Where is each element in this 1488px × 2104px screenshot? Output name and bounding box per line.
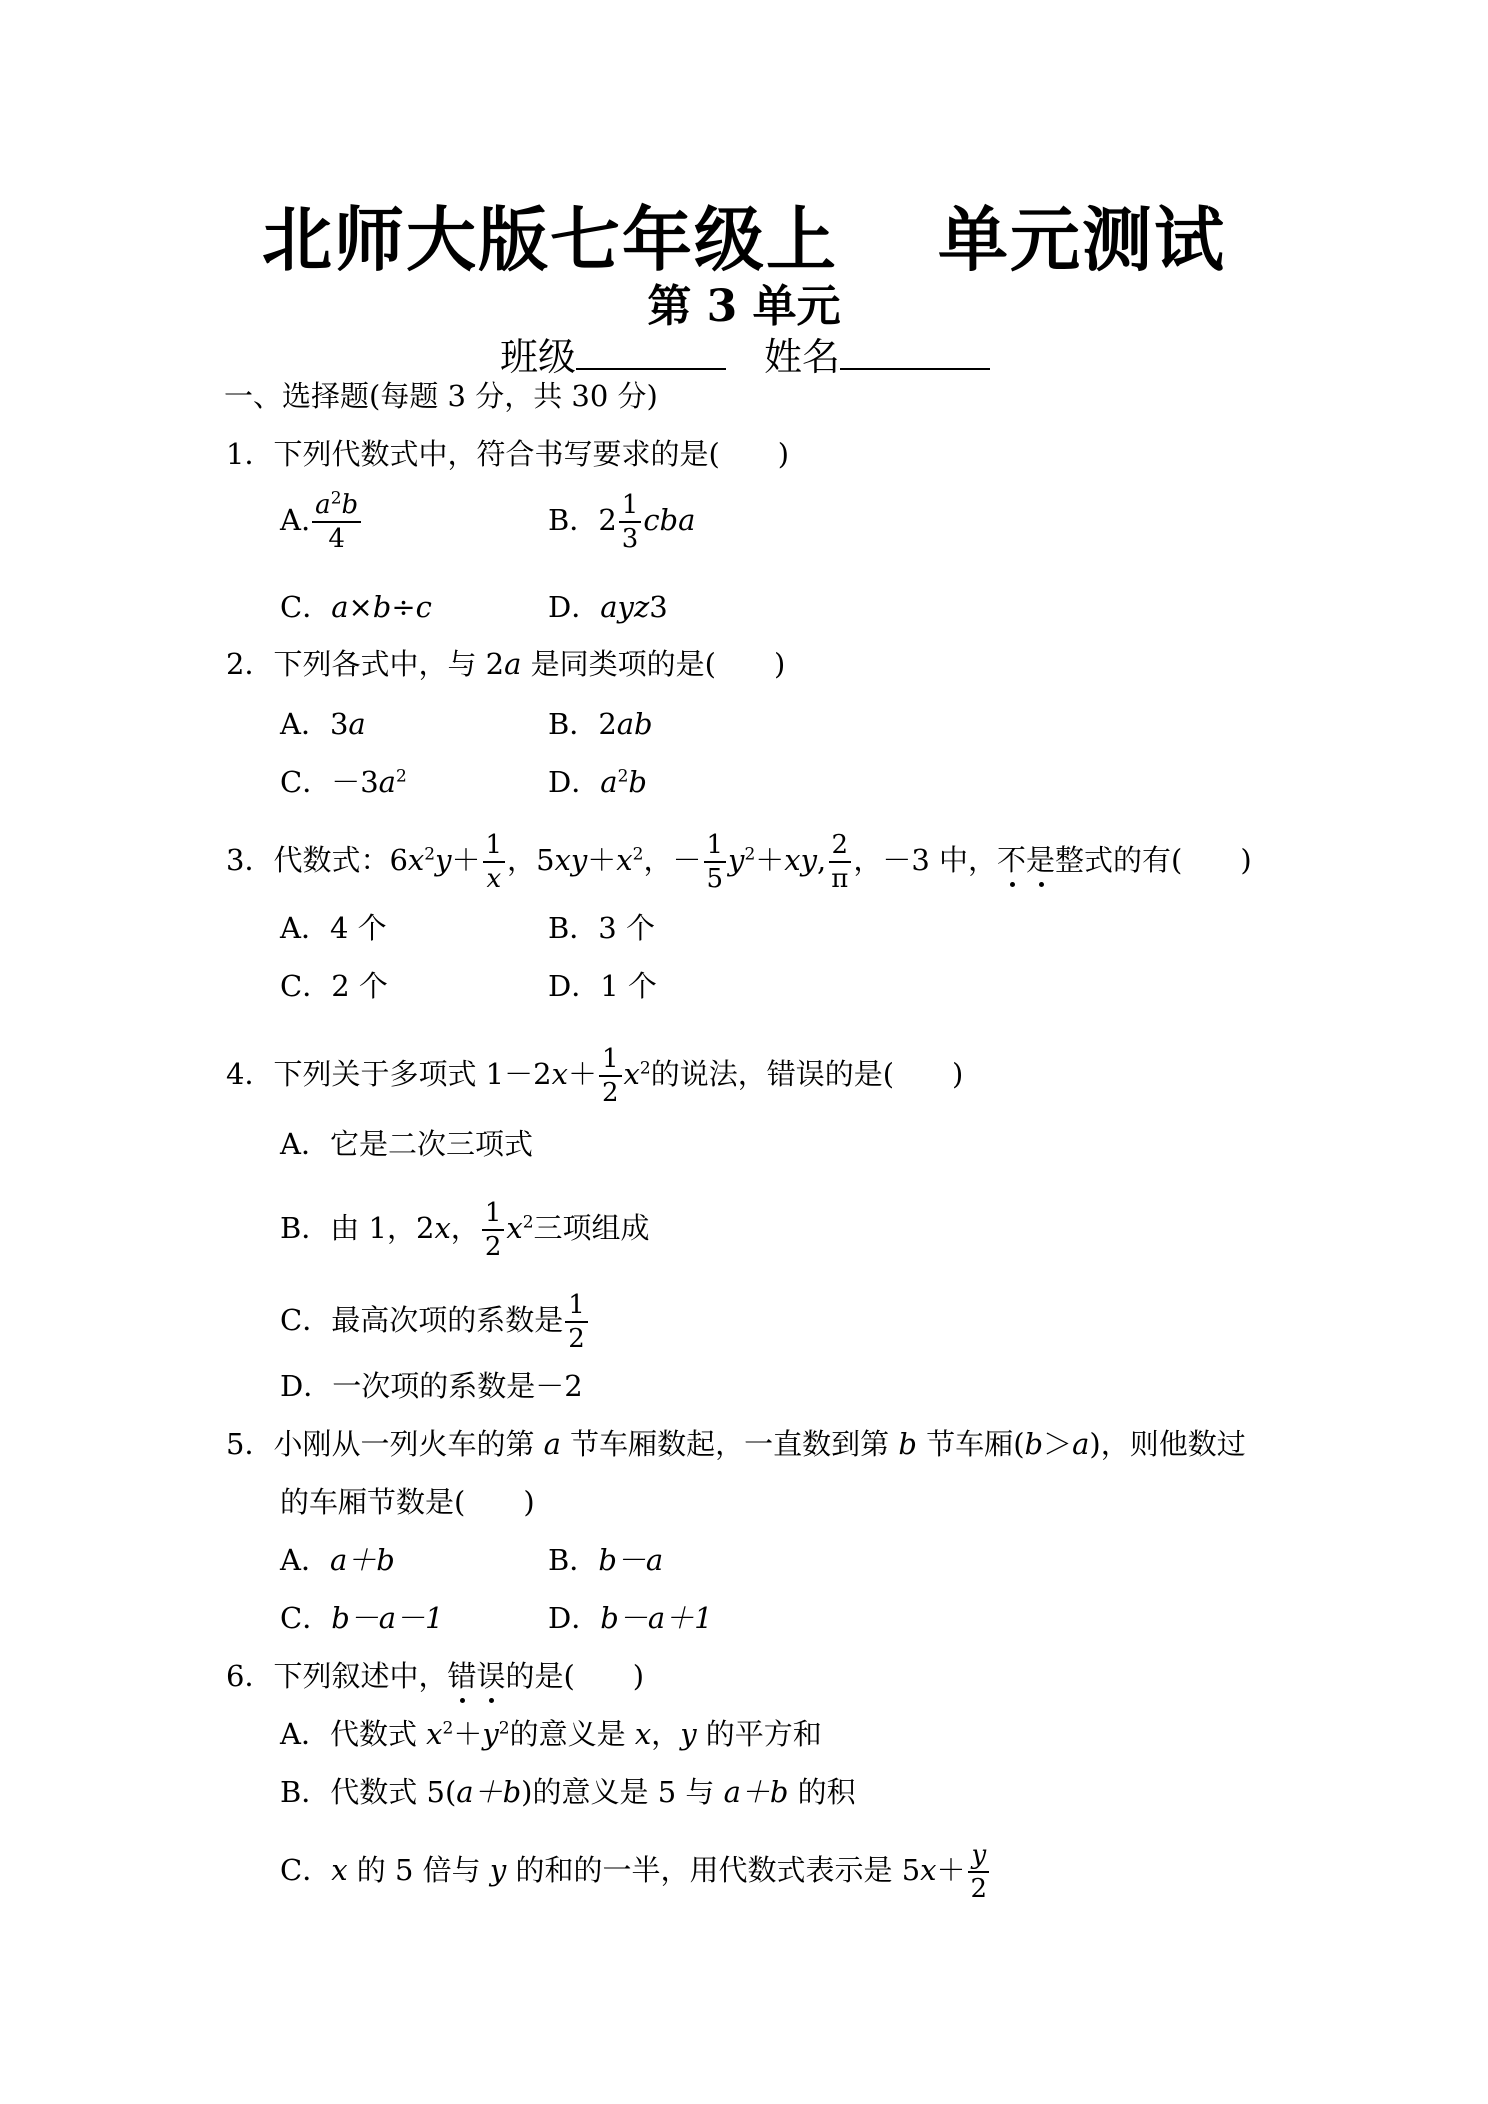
- q4-option-c-fraction: $\frac{1}{2}$: [565, 1292, 588, 1352]
- q1-option-b: B．2 $\frac{1}{3}$ cba: [548, 490, 696, 554]
- q3-fraction-2-over-pi: $\frac{2}{\pi}$: [828, 832, 851, 892]
- emphasis-dot-char: 不: [997, 843, 1027, 877]
- q2-option-c: C．$-3a^2$: [280, 765, 407, 799]
- q4-option-c: C．最高次项的系数是 $\frac{1}{2}$: [280, 1292, 590, 1352]
- question-6-stem: 6．下列叙述中，错误的是( ): [226, 1659, 645, 1693]
- q1-option-b-fraction: $\frac{1}{3}$: [619, 492, 642, 552]
- q4-fraction-half: $\frac{1}{2}$: [599, 1046, 622, 1106]
- q2-option-a: A．3a: [280, 707, 366, 741]
- question-3-stem: 3．代数式：$6x^2y+$ $\frac{1}{x}$ ，$5xy+x^2$，－ $\frac{1}{5}$ $y^2+xy$, $\frac{2}{\pi}$ ，－3 中，不是整式的有( ): [226, 830, 1252, 894]
- name-label: 姓名: [764, 335, 841, 379]
- q5-option-c: C．b－a－1: [280, 1601, 444, 1635]
- title-left: 北师大版七年级上: [262, 199, 838, 281]
- q4-option-b-fraction: $\frac{1}{2}$: [482, 1200, 505, 1260]
- q6-option-b: B．代数式 5(a＋b)的意义是 5 与 a＋b 的积: [280, 1775, 856, 1809]
- q3-fraction-1-over-5: $\frac{1}{5}$: [704, 832, 727, 892]
- q5-option-b: B．b－a: [548, 1543, 664, 1577]
- student-info-line: [500, 326, 990, 381]
- q3-option-b: B．3 个: [548, 911, 655, 945]
- q6-option-a: A．代数式 $x^2+y^2$的意义是 x，y 的平方和: [280, 1717, 822, 1751]
- question-4-stem: 4．下列关于多项式 1－2x＋ $\frac{1}{2}$ $x^2$的说法，错误的是( ): [226, 1044, 964, 1108]
- name-blank: [840, 334, 990, 370]
- q1-option-a-fraction: $\frac{a^2b}{4}$: [312, 492, 361, 552]
- class-blank: [576, 334, 726, 370]
- q3-fraction-1-over-x: $\frac{1}{x}$: [483, 832, 506, 892]
- q2-option-d: D．$a^2b$: [548, 765, 647, 799]
- q3-option-a: A．4 个: [280, 911, 387, 945]
- q1-option-d: D．ayz3: [548, 590, 668, 624]
- q4-option-a: A．它是二次三项式: [280, 1127, 533, 1161]
- emphasis-dot-char: 误: [476, 1659, 506, 1693]
- q5-option-a: A．a＋b: [280, 1543, 395, 1577]
- class-label: 班级: [500, 335, 577, 379]
- q3-option-d: D．1 个: [548, 969, 657, 1003]
- q1-option-c: C．a×b÷c: [280, 590, 432, 624]
- q4-option-d: D．一次项的系数是－2: [280, 1369, 583, 1403]
- q3-option-c: C．2 个: [280, 969, 388, 1003]
- section-heading: 一、选择题(每题 3 分，共 30 分): [224, 379, 658, 413]
- q5-option-d: D．b－a＋1: [548, 1601, 713, 1635]
- q2-option-b: B．2ab: [548, 707, 653, 741]
- q4-option-b: B．由 1，2x， $\frac{1}{2}$ $x^2$三项组成: [280, 1198, 650, 1262]
- unit-heading: 第 3 单元: [647, 281, 841, 332]
- question-5-stem-line1: 5．小刚从一列火车的第 a 节车厢数起，一直数到第 b 节车厢(b＞a)，则他数过: [226, 1427, 1246, 1461]
- question-2-stem: 2．下列各式中，与 2a 是同类项的是( ): [226, 647, 786, 681]
- question-1-stem: 1．下列代数式中，符合书写要求的是( ): [226, 437, 790, 471]
- title-right: 单元测试: [938, 199, 1226, 281]
- q1-option-a: A. $\frac{a^2b}{4}$: [280, 492, 363, 552]
- emphasis-dot-char: 是: [1026, 843, 1056, 877]
- emphasis-dot-char: 错: [447, 1659, 477, 1693]
- q6-option-c-fraction: $\frac{y}{2}$: [968, 1842, 991, 1902]
- q6-option-c: C．x 的 5 倍与 y 的和的一半，用代数式表示是 5x＋ $\frac{y}{2}$: [280, 1842, 992, 1902]
- question-5-stem-line2: 的车厢节数是( ): [280, 1485, 535, 1519]
